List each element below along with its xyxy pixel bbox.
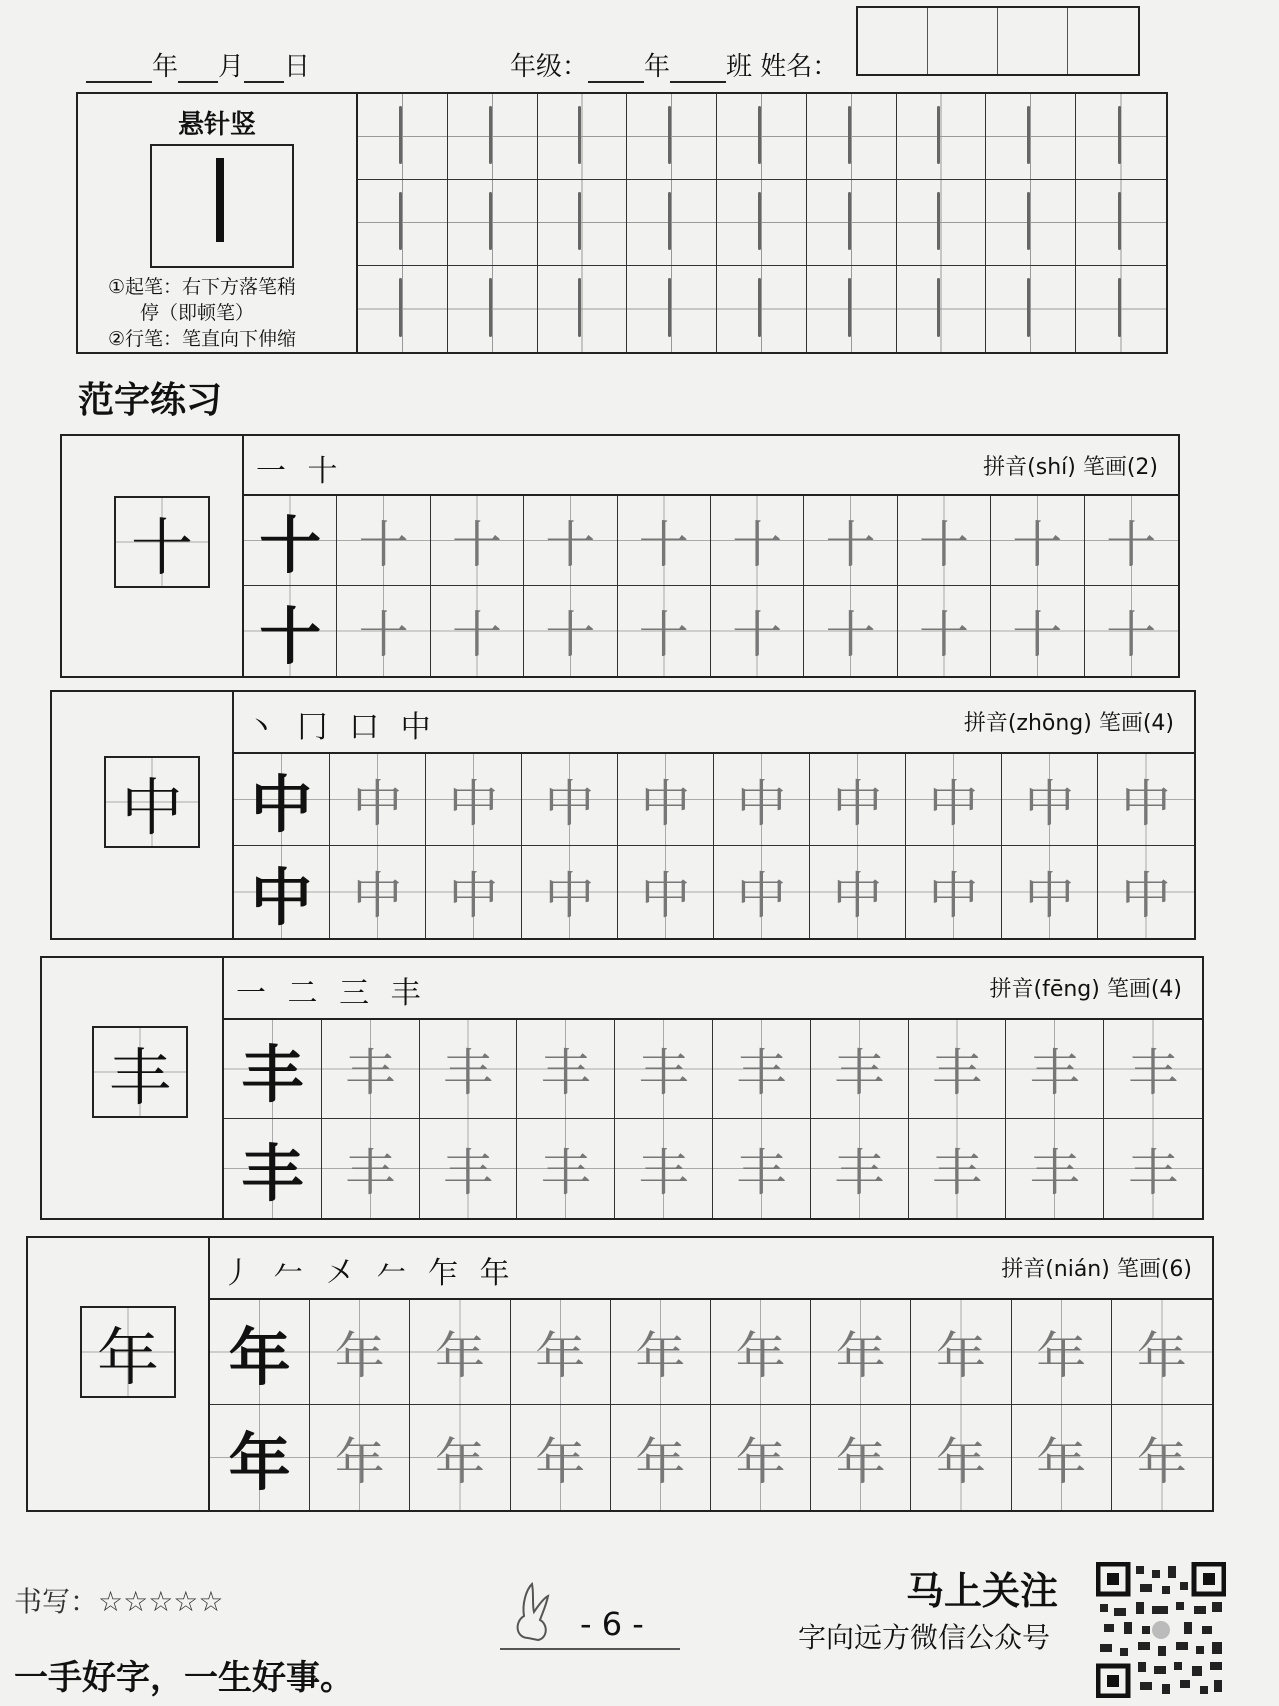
model-char: 中 [104,756,200,848]
pinyin-strokes: 拼音(nián) 笔画(6) [1001,1257,1192,1282]
practice-cell[interactable]: 年 [711,1405,811,1510]
char-block-1 [60,434,1180,678]
vertical-stroke-icon [758,106,761,164]
practice-area [234,692,1194,938]
practice-cell[interactable]: 丰 [1104,1119,1202,1218]
practice-cell[interactable]: 十 [431,496,524,586]
stroke-notes [108,274,296,352]
stroke-order: 丶 冂 口 中 [246,710,437,745]
practice-grid[interactable] [210,1300,1212,1510]
example-char-cell[interactable]: 十 [244,586,337,676]
stroke-cell[interactable] [448,180,538,266]
example-char-cell[interactable]: 年 [210,1300,310,1405]
stroke-practice-box [76,92,1168,354]
char-info [234,692,1194,754]
practice-cell[interactable]: 年 [410,1405,510,1510]
vertical-stroke-icon [758,192,761,250]
practice-cell[interactable]: 中 [618,846,714,938]
day-blank[interactable] [244,57,284,83]
class-name-label: 班 姓名： [726,52,839,82]
example-char-cell[interactable]: 中 [234,754,330,846]
practice-cell[interactable]: 丰 [615,1020,713,1119]
practice-cell[interactable]: 中 [426,754,522,846]
stroke-cell[interactable] [627,266,717,352]
pinyin-strokes: 拼音(shí) 笔画(2) [983,455,1158,480]
month-label: 月 [218,52,245,82]
example-char-cell[interactable]: 丰 [224,1020,322,1119]
stroke-cell[interactable] [627,180,717,266]
vertical-stroke-icon [399,278,402,336]
practice-cell[interactable]: 丰 [322,1020,420,1119]
stroke-cell[interactable] [538,266,628,352]
model-cell [28,1238,210,1510]
practice-cell[interactable]: 丰 [1104,1020,1202,1119]
vertical-stroke-icon [489,192,492,250]
char-info [224,958,1202,1020]
char-block-3 [40,956,1204,1220]
stroke-cell[interactable] [538,94,628,180]
note-2: ②行笔：笔直向下伸缩 [108,328,297,350]
vertical-stroke-icon [668,106,671,164]
practice-cell[interactable]: 年 [310,1405,410,1510]
year-label: 年 [152,52,179,82]
motto: 一手好字，一生好事。 [14,1658,354,1698]
practice-cell[interactable]: 十 [898,586,991,676]
stroke-order: 一 十 [256,454,344,489]
grade-blank[interactable] [588,57,644,83]
practice-cell[interactable]: 十 [711,496,804,586]
grade-year-label: 年 [644,52,671,82]
vertical-stroke-icon [1118,192,1121,250]
practice-cell[interactable]: 中 [618,754,714,846]
vertical-stroke-icon [1118,278,1121,336]
char-info [210,1238,1212,1300]
practice-cell[interactable]: 丰 [713,1119,811,1218]
stroke-cell[interactable] [1076,266,1166,352]
practice-cell[interactable]: 年 [911,1300,1011,1405]
stroke-cell[interactable] [986,180,1076,266]
practice-cell[interactable]: 年 [611,1405,711,1510]
practice-cell[interactable]: 十 [337,586,430,676]
model-char: 丰 [92,1026,188,1118]
practice-cell[interactable]: 年 [1012,1405,1112,1510]
date-line [86,46,310,83]
stroke-cell[interactable] [1076,94,1166,180]
practice-cell[interactable]: 中 [522,754,618,846]
vertical-stroke-icon [399,106,402,164]
practice-cell[interactable]: 中 [330,846,426,938]
stroke-cell[interactable] [358,94,448,180]
practice-cell[interactable]: 丰 [615,1119,713,1218]
note-1: ①起笔：右下方落笔稍 [108,276,297,298]
practice-cell[interactable]: 年 [1112,1405,1212,1510]
practice-cell[interactable]: 年 [511,1300,611,1405]
example-char-cell[interactable]: 丰 [224,1119,322,1218]
stroke-cell[interactable] [717,94,807,180]
stroke-cell[interactable] [358,266,448,352]
vertical-stroke-icon [848,192,851,250]
vertical-stroke-icon [937,278,940,336]
vertical-stroke-icon [848,106,851,164]
practice-cell[interactable]: 中 [906,846,1002,938]
char-block-4 [26,1236,1214,1512]
practice-cell[interactable]: 十 [524,586,617,676]
example-char-cell[interactable]: 中 [234,846,330,938]
practice-cell[interactable]: 年 [811,1300,911,1405]
vertical-stroke-icon [937,106,940,164]
stroke-cell[interactable] [807,266,897,352]
practice-cell[interactable]: 十 [711,586,804,676]
practice-cell[interactable]: 十 [618,496,711,586]
pinyin-strokes: 拼音(zhōng) 笔画(4) [963,711,1174,736]
model-char: 年 [80,1306,176,1398]
stroke-cell[interactable] [448,266,538,352]
stroke-cell[interactable] [897,180,987,266]
practice-cell[interactable]: 年 [1012,1300,1112,1405]
year-blank[interactable] [86,57,152,83]
practice-cell[interactable]: 中 [810,754,906,846]
vertical-stroke-icon [489,278,492,336]
vertical-stroke-icon [848,278,851,336]
stroke-cell[interactable] [1076,180,1166,266]
name-box[interactable] [1068,8,1138,74]
practice-cell[interactable]: 年 [410,1300,510,1405]
example-char-cell[interactable]: 十 [244,496,337,586]
practice-cell[interactable]: 丰 [420,1119,518,1218]
practice-cell[interactable]: 丰 [1006,1020,1104,1119]
vertical-stroke-icon [1118,106,1121,164]
stroke-order: 一 二 三 丰 [236,976,427,1011]
model-cell [42,958,224,1218]
practice-cell[interactable]: 年 [811,1405,911,1510]
page-divider [500,1648,680,1650]
practice-cell[interactable]: 年 [711,1300,811,1405]
practice-cell[interactable]: 年 [1112,1300,1212,1405]
practice-grid[interactable] [224,1020,1202,1218]
practice-cell[interactable]: 十 [524,496,617,586]
vertical-stroke-icon [937,192,940,250]
stroke-cell[interactable] [897,94,987,180]
stroke-cell[interactable] [717,266,807,352]
practice-cell[interactable]: 中 [1002,754,1098,846]
practice-cell[interactable]: 年 [511,1405,611,1510]
stroke-cell[interactable] [448,94,538,180]
stroke-cell[interactable] [717,180,807,266]
practice-cell[interactable]: 丰 [1006,1119,1104,1218]
month-blank[interactable] [178,57,218,83]
practice-cell[interactable]: 丰 [322,1119,420,1218]
practice-cell[interactable]: 丰 [909,1119,1007,1218]
practice-cell[interactable]: 中 [426,846,522,938]
name-box[interactable] [858,8,928,74]
stroke-cell[interactable] [897,266,987,352]
page-number: - 6 - [580,1605,644,1643]
pinyin-strokes: 拼音(fēng) 笔画(4) [989,977,1182,1002]
vertical-stroke-icon [758,278,761,336]
class-blank[interactable] [670,57,726,83]
stroke-cell[interactable] [358,180,448,266]
char-block-2 [50,690,1196,940]
practice-cell[interactable]: 中 [714,846,810,938]
practice-area [224,958,1202,1218]
practice-area [244,436,1178,676]
practice-cell[interactable]: 十 [991,496,1084,586]
stroke-cell[interactable] [807,94,897,180]
practice-cell[interactable]: 丰 [517,1020,615,1119]
practice-cell[interactable]: 十 [804,496,897,586]
char-info [244,436,1178,496]
model-cell [52,692,234,938]
practice-cell[interactable]: 年 [310,1300,410,1405]
practice-cell[interactable]: 十 [337,496,430,586]
name-box[interactable] [928,8,998,74]
name-boxes[interactable] [856,6,1140,76]
stroke-title: 悬针竖 [177,110,256,140]
practice-cell[interactable]: 中 [906,754,1002,846]
practice-cell[interactable]: 丰 [517,1119,615,1218]
practice-cell[interactable]: 十 [618,586,711,676]
practice-cell[interactable]: 十 [1085,496,1178,586]
rabbit-icon [508,1578,568,1648]
grade-label: 年级： [510,52,589,82]
practice-cell[interactable]: 中 [810,846,906,938]
model-cell [62,436,244,676]
vertical-stroke-icon [489,106,492,164]
vertical-stroke-icon [578,106,581,164]
stroke-cell[interactable] [807,180,897,266]
vertical-stroke-icon [578,278,581,336]
stroke-cell[interactable] [538,180,628,266]
practice-cell[interactable]: 十 [1085,586,1178,676]
practice-grid[interactable] [234,754,1194,938]
practice-cell[interactable]: 中 [1098,846,1194,938]
section-title: 范字练习 [78,380,223,421]
vertical-stroke-icon [399,192,402,250]
practice-cell[interactable]: 丰 [420,1020,518,1119]
practice-cell[interactable]: 十 [431,586,524,676]
stroke-diagram [150,144,294,268]
vertical-stroke-icon [668,278,671,336]
practice-cell[interactable]: 中 [330,754,426,846]
practice-cell[interactable]: 丰 [811,1020,909,1119]
qr-code-icon[interactable] [1096,1562,1226,1698]
practice-cell[interactable]: 年 [611,1300,711,1405]
name-box[interactable] [998,8,1068,74]
vertical-stroke-icon [1027,278,1030,336]
practice-cell[interactable]: 十 [898,496,991,586]
practice-cell[interactable]: 中 [1002,846,1098,938]
stroke-grid[interactable] [358,94,1166,352]
practice-cell[interactable]: 十 [991,586,1084,676]
vertical-stroke-icon [216,158,224,242]
grade-line [510,46,838,83]
vertical-stroke-icon [1027,106,1030,164]
stroke-cell[interactable] [986,94,1076,180]
vertical-stroke-icon [1027,192,1030,250]
practice-cell[interactable]: 中 [522,846,618,938]
vertical-stroke-icon [668,192,671,250]
practice-cell[interactable]: 年 [911,1405,1011,1510]
writing-rating: 书写：☆☆☆☆☆ [14,1585,224,1618]
stroke-explanation [78,94,358,352]
follow-text: 马上关注 [906,1569,1059,1613]
practice-grid[interactable] [244,496,1178,676]
stroke-cell[interactable] [627,94,717,180]
practice-cell[interactable]: 丰 [713,1020,811,1119]
practice-cell[interactable]: 中 [714,754,810,846]
stroke-cell[interactable] [986,266,1076,352]
day-label: 日 [284,52,311,82]
practice-cell[interactable]: 丰 [909,1020,1007,1119]
practice-cell[interactable]: 中 [1098,754,1194,846]
practice-area [210,1238,1212,1510]
example-char-cell[interactable]: 年 [210,1405,310,1510]
wechat-account: 字向远方微信公众号 [798,1621,1051,1654]
practice-cell[interactable]: 丰 [811,1119,909,1218]
model-char: 十 [114,496,210,588]
stroke-order: 丿 𠂉 㐅 𠂉 乍 年 [222,1256,516,1291]
vertical-stroke-icon [578,192,581,250]
note-1b: 停（即顿笔） [140,302,255,324]
practice-cell[interactable]: 十 [804,586,897,676]
